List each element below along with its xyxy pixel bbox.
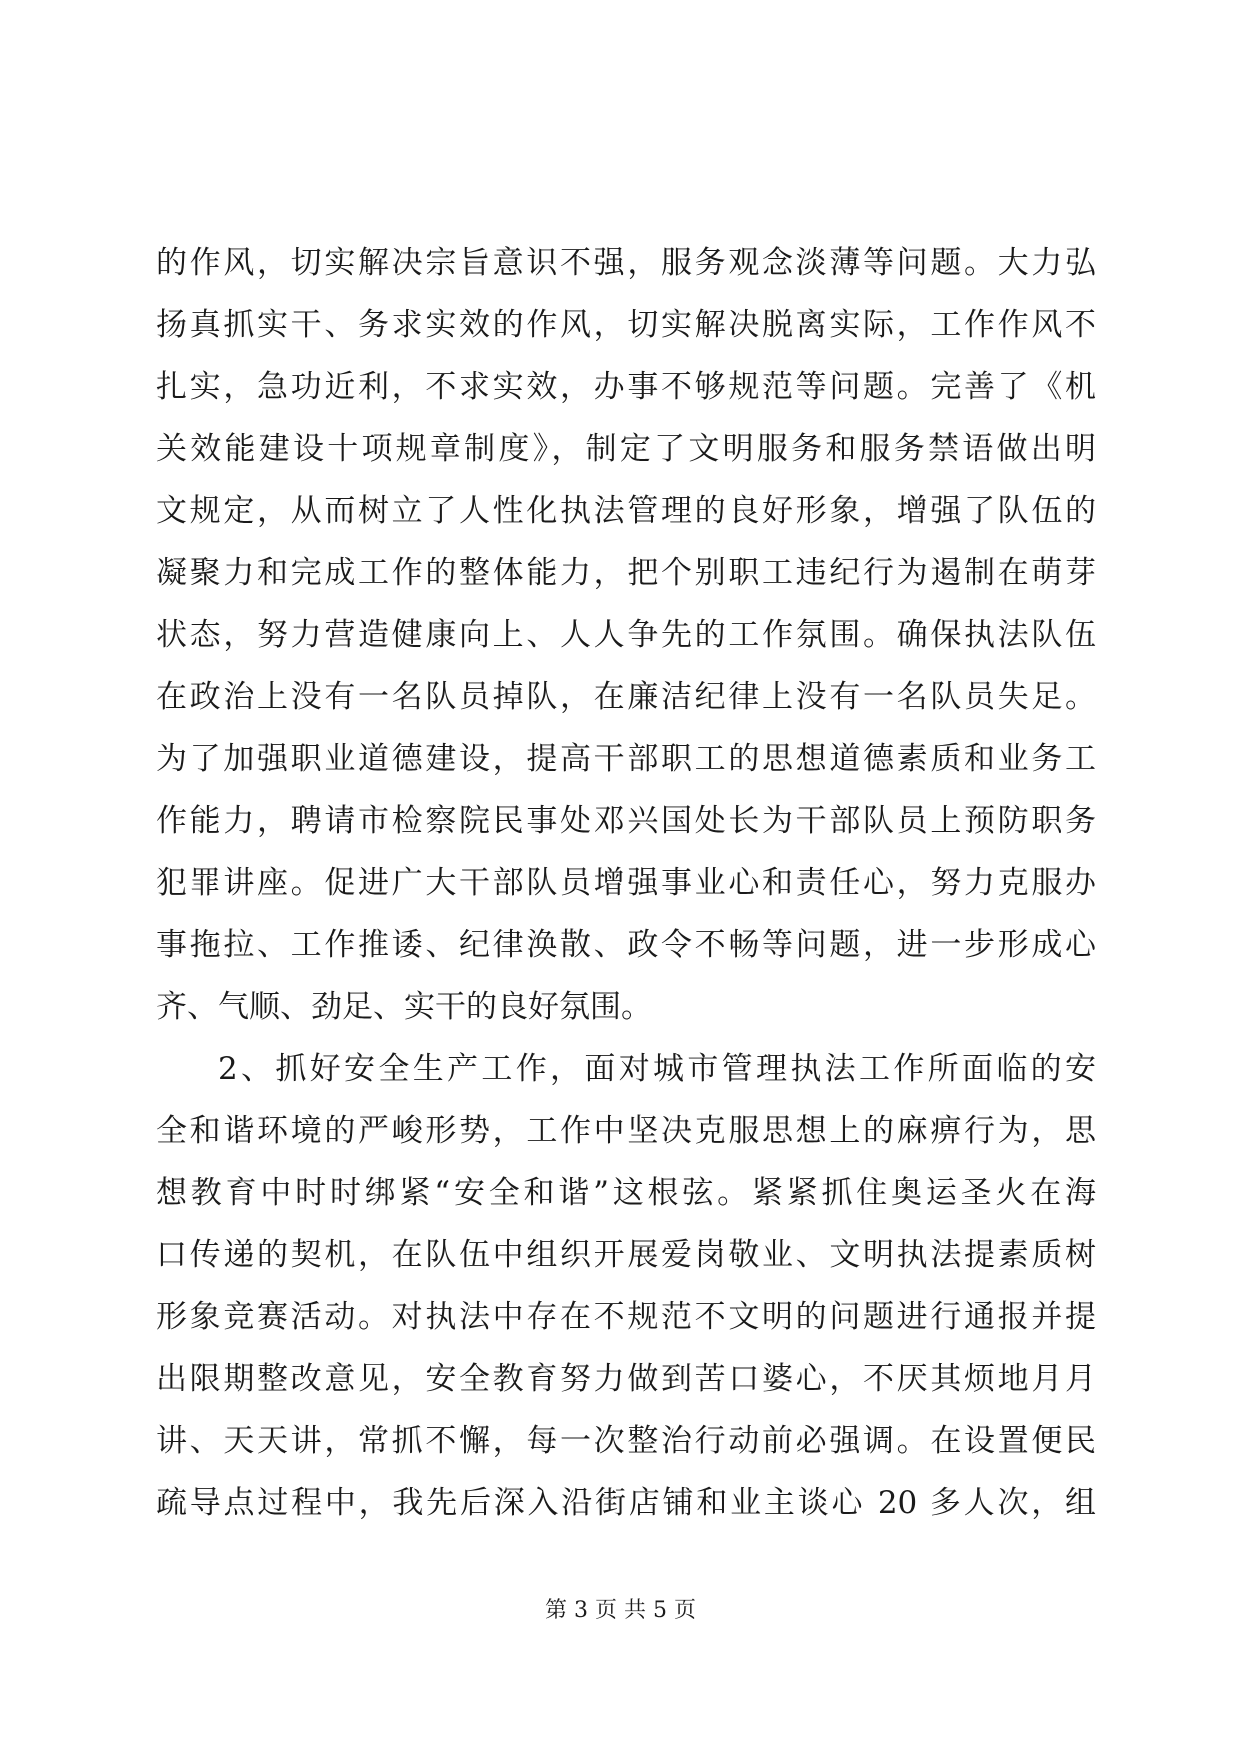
text-line: 为了加强职业道德建设，提高干部职工的思想道德素质和业务工: [156, 741, 1096, 777]
text-line: 扎实，急功近利，不求实效，办事不够规范等问题。完善了《机: [156, 369, 1096, 405]
paragraph-2: [156, 1038, 1096, 1534]
text-line: 犯罪讲座。促进广大干部队员增强事业心和责任心，努力克服办: [156, 865, 1096, 901]
text-line: 齐、气顺、劲足、实干的良好氛围。: [156, 989, 652, 1025]
text-line: 的作风，切实解决宗旨意识不强，服务观念淡薄等问题。大力弘: [156, 245, 1096, 281]
text-line: 凝聚力和完成工作的整体能力，把个别职工违纪行为遏制在萌芽: [156, 555, 1096, 591]
text-line: 扬真抓实干、务求实效的作风，切实解决脱离实际，工作作风不: [156, 307, 1096, 343]
text-line: 口传递的契机，在队伍中组织开展爱岗敬业、文明执法提素质树: [156, 1237, 1096, 1273]
text-line: 2、抓好安全生产工作，面对城市管理执法工作所面临的安: [218, 1051, 1096, 1087]
text-line: 出限期整改意见，安全教育努力做到苦口婆心，不厌其烦地月月: [156, 1361, 1096, 1397]
text-line: 作能力，聘请市检察院民事处邓兴国处长为干部队员上预防职务: [156, 803, 1096, 839]
text-line: 状态，努力营造健康向上、人人争先的工作氛围。确保执法队伍: [156, 617, 1096, 653]
text-line: 全和谐环境的严峻形势，工作中坚决克服思想上的麻痹行为，思: [156, 1113, 1096, 1149]
text-line: 讲、天天讲，常抓不懈，每一次整治行动前必强调。在设置便民: [156, 1423, 1096, 1459]
text-line: 想教育中时时绑紧“安全和谐”这根弦。紧紧抓住奥运圣火在海: [156, 1175, 1096, 1211]
page-number-footer: 第 3 页 共 5 页: [545, 1598, 696, 1623]
paragraph-1: [156, 232, 1096, 1038]
text-line: 疏导点过程中，我先后深入沿街店铺和业主谈心 20 多人次，组: [156, 1485, 1096, 1521]
text-line: 关效能建设十项规章制度》，制定了文明服务和服务禁语做出明: [156, 431, 1096, 467]
text-line: 在政治上没有一名队员掉队，在廉洁纪律上没有一名队员失足。: [156, 679, 1096, 715]
text-line: 形象竞赛活动。对执法中存在不规范不文明的问题进行通报并提: [156, 1299, 1096, 1335]
document-body: [156, 232, 1096, 1534]
text-line: 事拖拉、工作推诿、纪律涣散、政令不畅等问题，进一步形成心: [156, 927, 1096, 963]
text-line: 文规定，从而树立了人性化执法管理的良好形象，增强了队伍的: [156, 493, 1096, 529]
